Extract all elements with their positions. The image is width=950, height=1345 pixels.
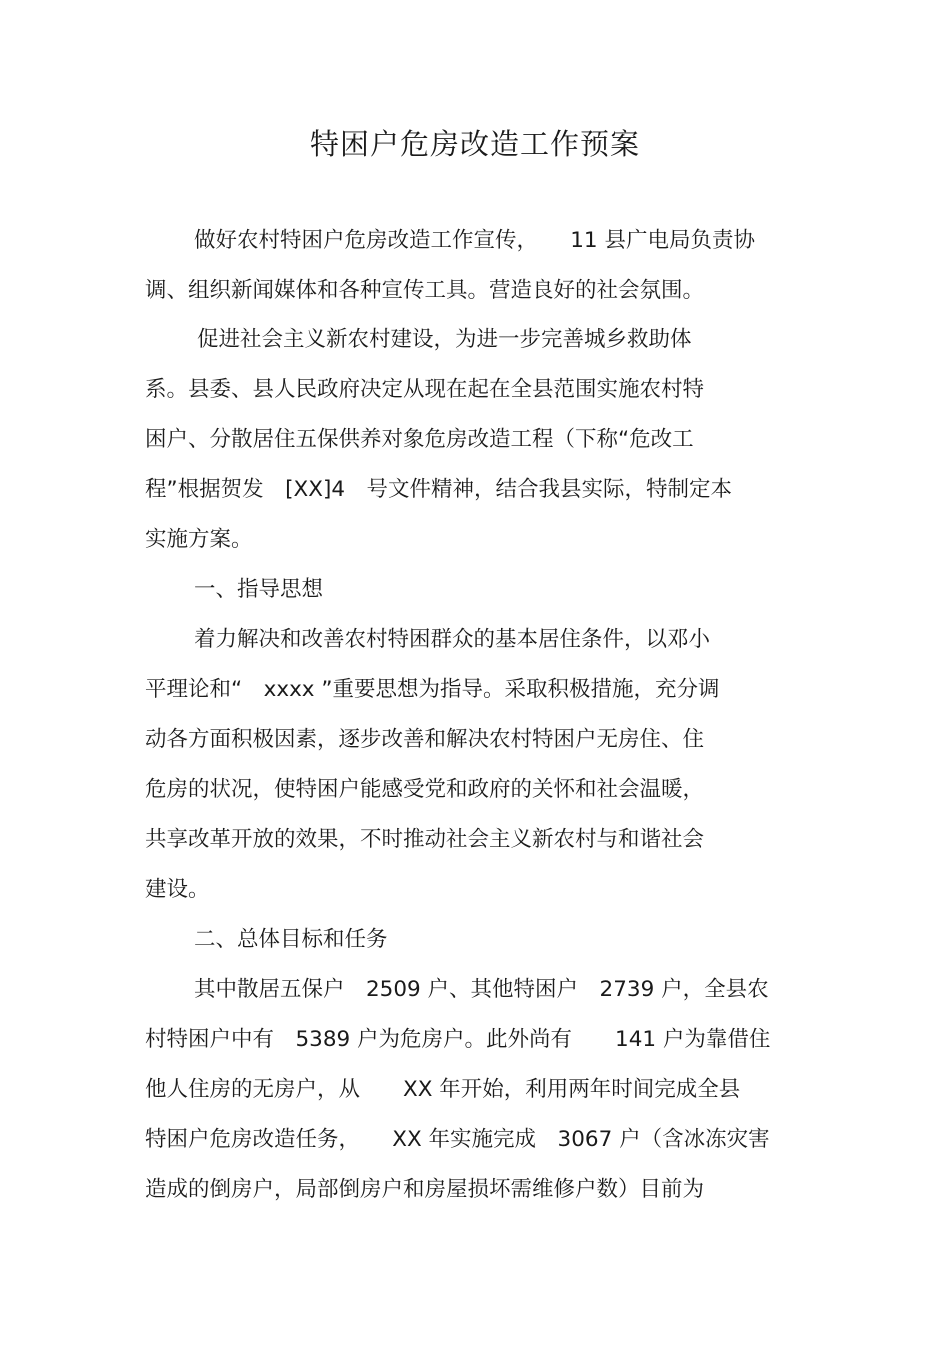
paragraph-line: 实施方案。 [145, 527, 253, 552]
paragraph-line: 其中散居五保户 2509 户、其他特困户 2739 户，全县农 [194, 977, 769, 1002]
paragraph-line: 平理论和“ xxxx ”重要思想为指导。采取积极措施，充分调 [145, 677, 720, 702]
paragraph-line: 着力解决和改善农村特困群众的基本居住条件，以邓小 [194, 627, 711, 652]
paragraph-line: 村特困户中有 5389 户为危房户。此外尚有 141 户为靠借住 [145, 1027, 771, 1052]
document-title: 特困户危房改造工作预案 [309, 127, 640, 161]
paragraph-line: 造成的倒房户，局部倒房户和房屋损坏需维修户数）目前为 [145, 1177, 705, 1202]
paragraph-line: 他人住房的无房户，从 XX 年开始，利用两年时间完成全县 [145, 1077, 741, 1102]
paragraph-line: 程”根据贺发 [XX]4 号文件精神，结合我县实际，特制定本 [145, 477, 733, 502]
paragraph-line: 做好农村特困户危房改造工作宣传， 11 县广电局负责协 [194, 228, 755, 253]
paragraph-line: 共享改革开放的效果，不时推动社会主义新农村与和谐社会 [145, 827, 705, 852]
paragraph-line: 危房的状况，使特困户能感受党和政府的关怀和社会温暖， [145, 777, 705, 802]
paragraph-line: 调、组织新闻媒体和各种宣传工具。营造良好的社会氛围。 [145, 278, 705, 303]
paragraph-line: 困户、分散居住五保供养对象危房改造工程（下称“危改工 [145, 427, 694, 452]
paragraph-line: 建设。 [145, 877, 210, 902]
paragraph-line: 系。县委、县人民政府决定从现在起在全县范围实施农村特 [145, 377, 705, 402]
paragraph-line: 特困户危房改造任务， XX 年实施完成 3067 户（含冰冻灾害 [145, 1127, 770, 1152]
section-heading: 一、指导思想 [194, 577, 324, 602]
section-heading: 二、总体目标和任务 [194, 927, 388, 952]
paragraph-line: 动各方面积极因素，逐步改善和解决农村特困户无房住、住 [145, 727, 705, 752]
paragraph-line: 促进社会主义新农村建设，为进一步完善城乡救助体 [197, 327, 692, 352]
